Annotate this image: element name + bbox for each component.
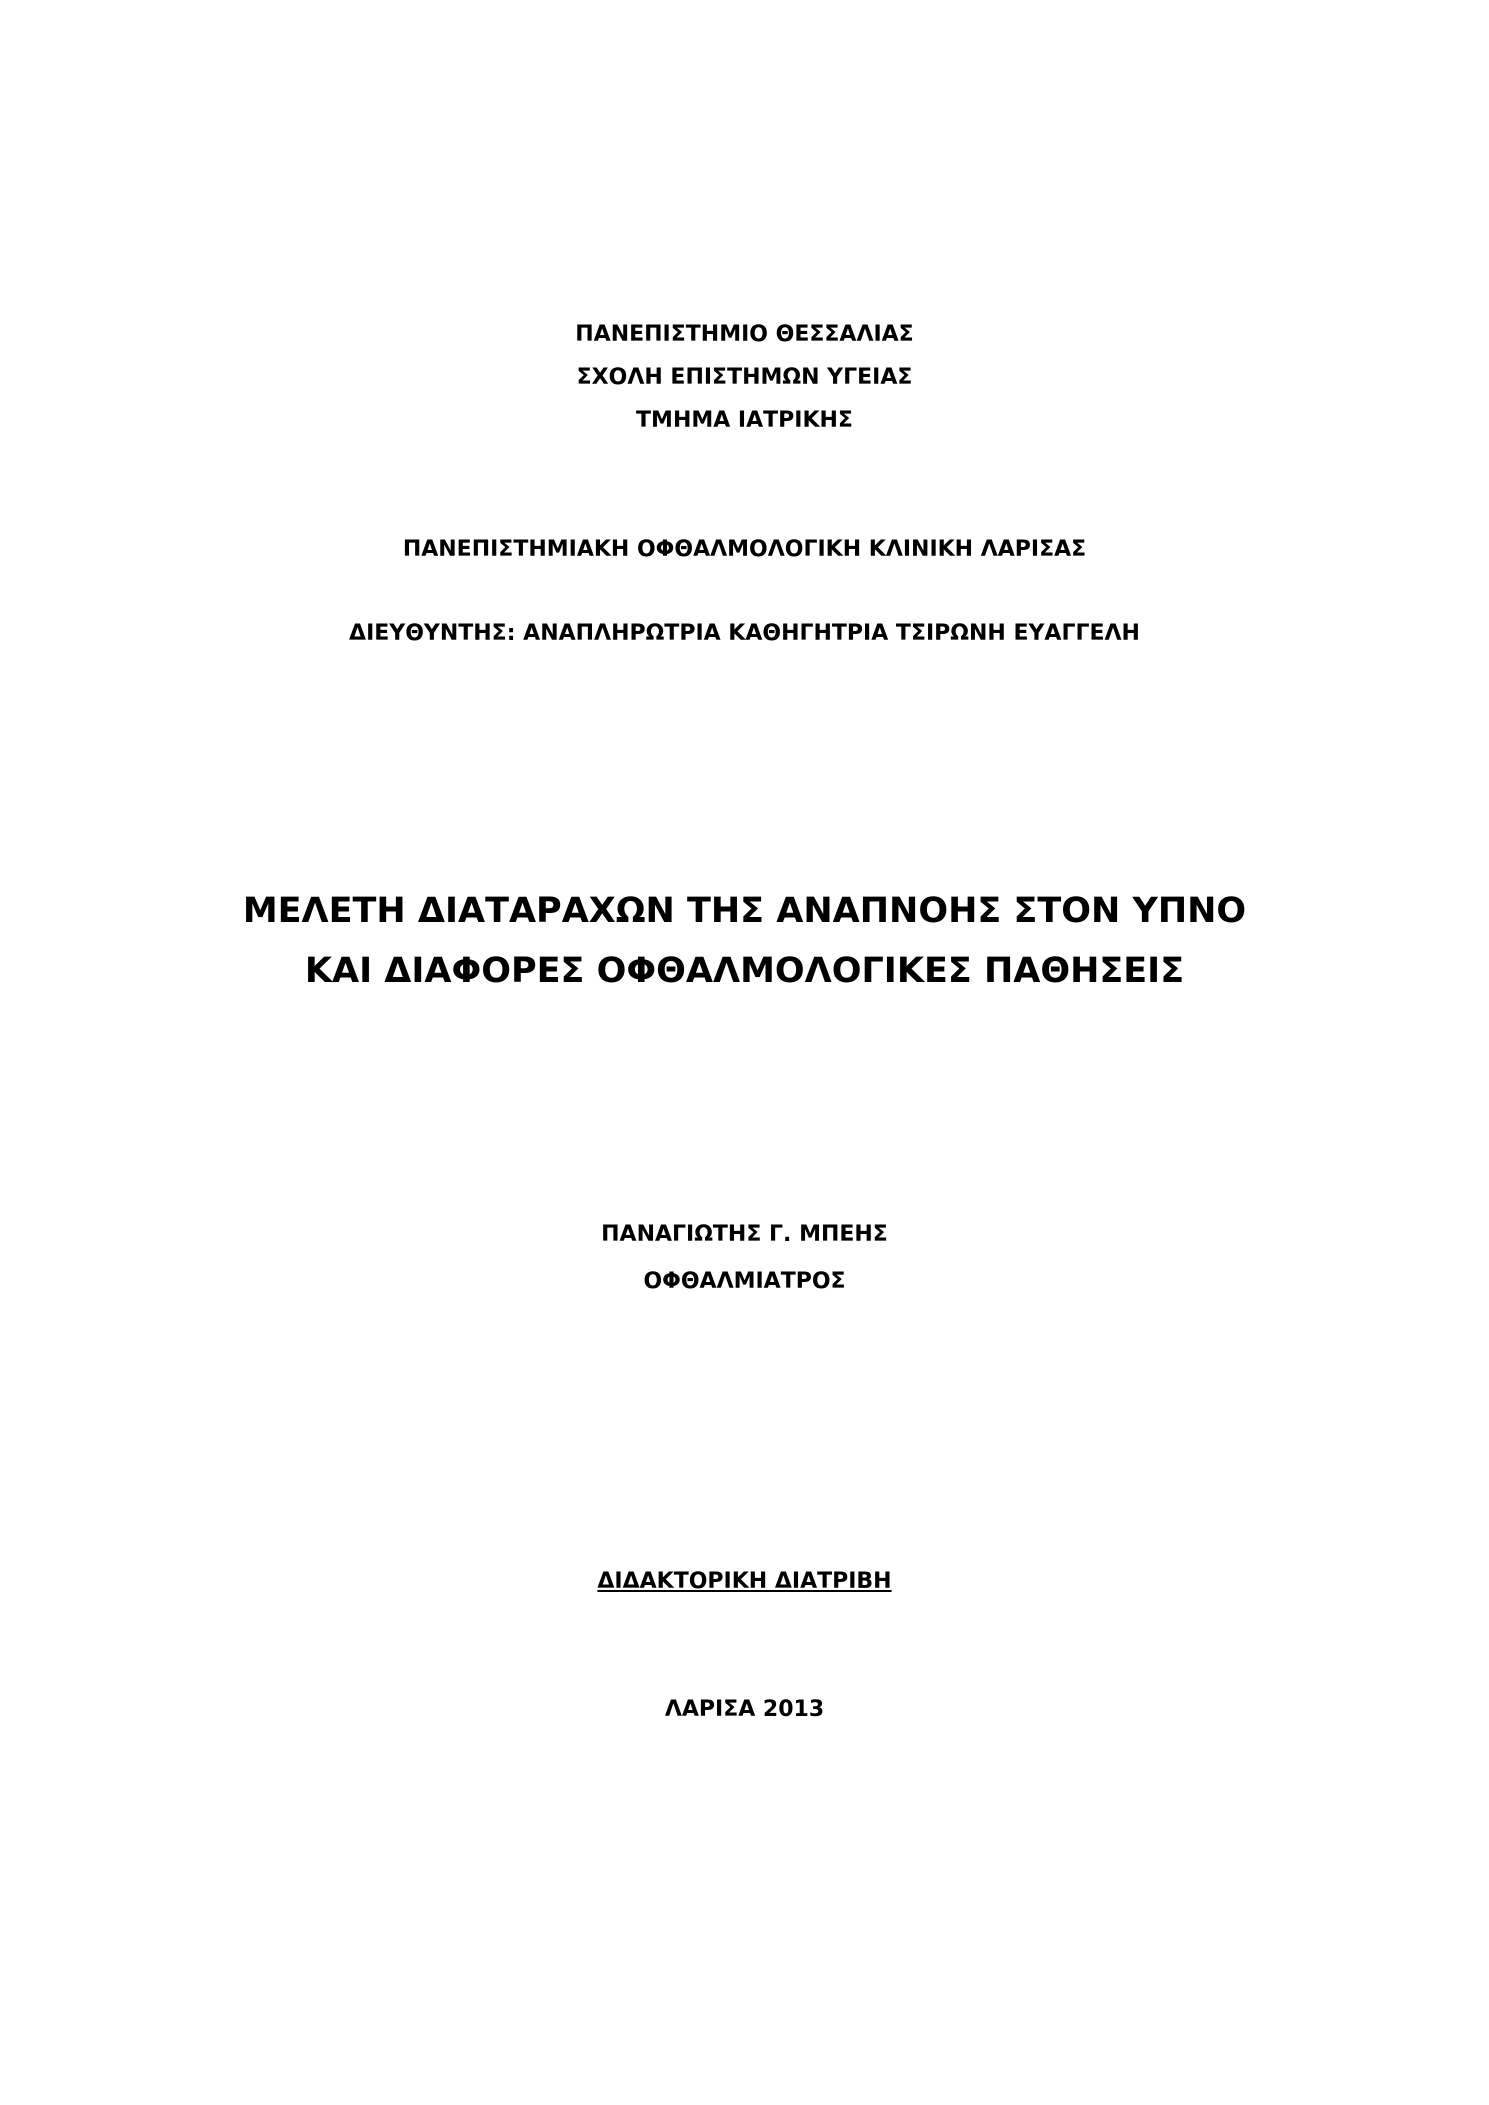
author-name: ΠΑΝΑΓΙΩΤΗΣ Γ. ΜΠΕΗΣ bbox=[601, 1222, 888, 1247]
university-name: ΠΑΝΕΠΙΣΤΗΜΙΟ ΘΕΣΣΑΛΙΑΣ bbox=[575, 322, 914, 347]
clinic-name: ΠΑΝΕΠΙΣΤΗΜΙΑΚΗ ΟΦΘΑΛΜΟΛΟΓΙΚΗ ΚΛΙΝΙΚΗ ΛΑΡΙΣΑΣ bbox=[402, 537, 1087, 562]
school-name: ΣΧΟΛΗ ΕΠΙΣΤΗΜΩΝ ΥΓΕΙΑΣ bbox=[576, 365, 913, 390]
thesis-title-line-2: ΚΑΙ ΔΙΑΦΟΡΕΣ ΟΦΘΑΛΜΟΛΟΓΙΚΕΣ ΠΑΘΗΣΕΙΣ bbox=[304, 951, 1185, 991]
author-profession: ΟΦΘΑΛΜΙΑΤΡΟΣ bbox=[643, 1269, 846, 1294]
place-year: ΛΑΡΙΣΑ 2013 bbox=[664, 1697, 825, 1722]
document-type: ΔΙΔΑΚΤΟΡΙΚΗ ΔΙΑΤΡΙΒΗ bbox=[597, 1569, 892, 1594]
thesis-title-line-1: ΜΕΛΕΤΗ ΔΙΑΤΑΡΑΧΩΝ ΤΗΣ ΑΝΑΠΝΟΗΣ ΣΤΟΝ ΥΠΝΟ bbox=[242, 891, 1247, 931]
department-name: ΤΜΗΜΑ ΙΑΤΡΙΚΗΣ bbox=[636, 408, 853, 433]
director-line: ΔΙΕΥΘΥΝΤΗΣ: ΑΝΑΠΛΗΡΩΤΡΙΑ ΚΑΘΗΓΗΤΡΙΑ ΤΣΙΡΩΝΗ ΕΥΑΓΓΕΛΗ bbox=[349, 621, 1140, 646]
